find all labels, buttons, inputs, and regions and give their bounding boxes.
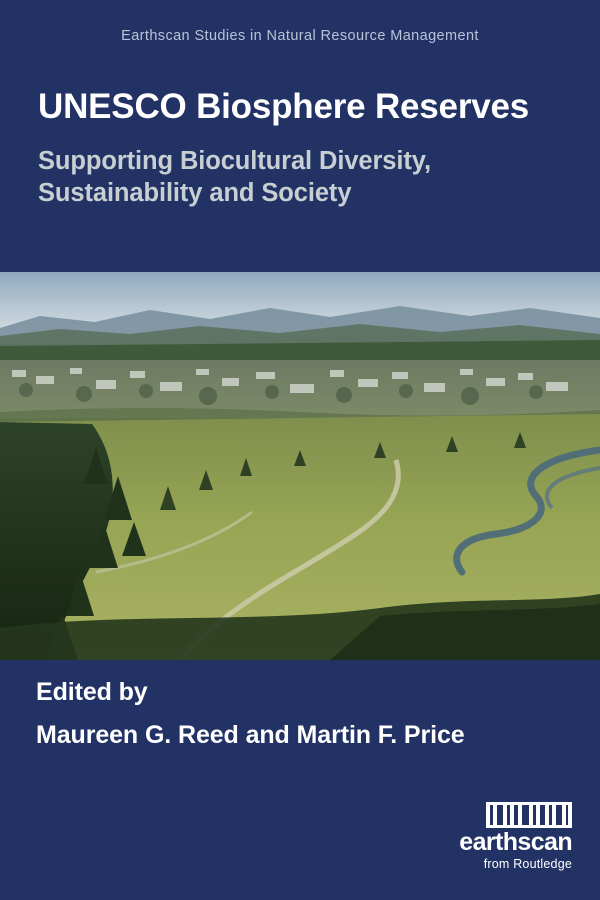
title-block (38, 86, 568, 210)
cover-photograph (0, 272, 600, 660)
routledge-bars-icon (486, 802, 572, 828)
publisher-name: earthscan (459, 827, 572, 856)
publisher-tagline: from Routledge (483, 856, 572, 871)
editors-block (36, 678, 576, 750)
page-title: UNESCO Biosphere Reserves (38, 87, 530, 126)
editor-names: Maureen G. Reed and Martin F. Price (36, 721, 465, 749)
series-title: Earthscan Studies in Natural Resource Management (121, 28, 479, 44)
page-subtitle: Supporting Biocultural Diversity, Sustainability and Society (38, 147, 431, 208)
publisher-logo (372, 802, 572, 871)
edited-by-label: Edited by (36, 678, 148, 706)
aerial-landscape-illustration (0, 272, 600, 660)
